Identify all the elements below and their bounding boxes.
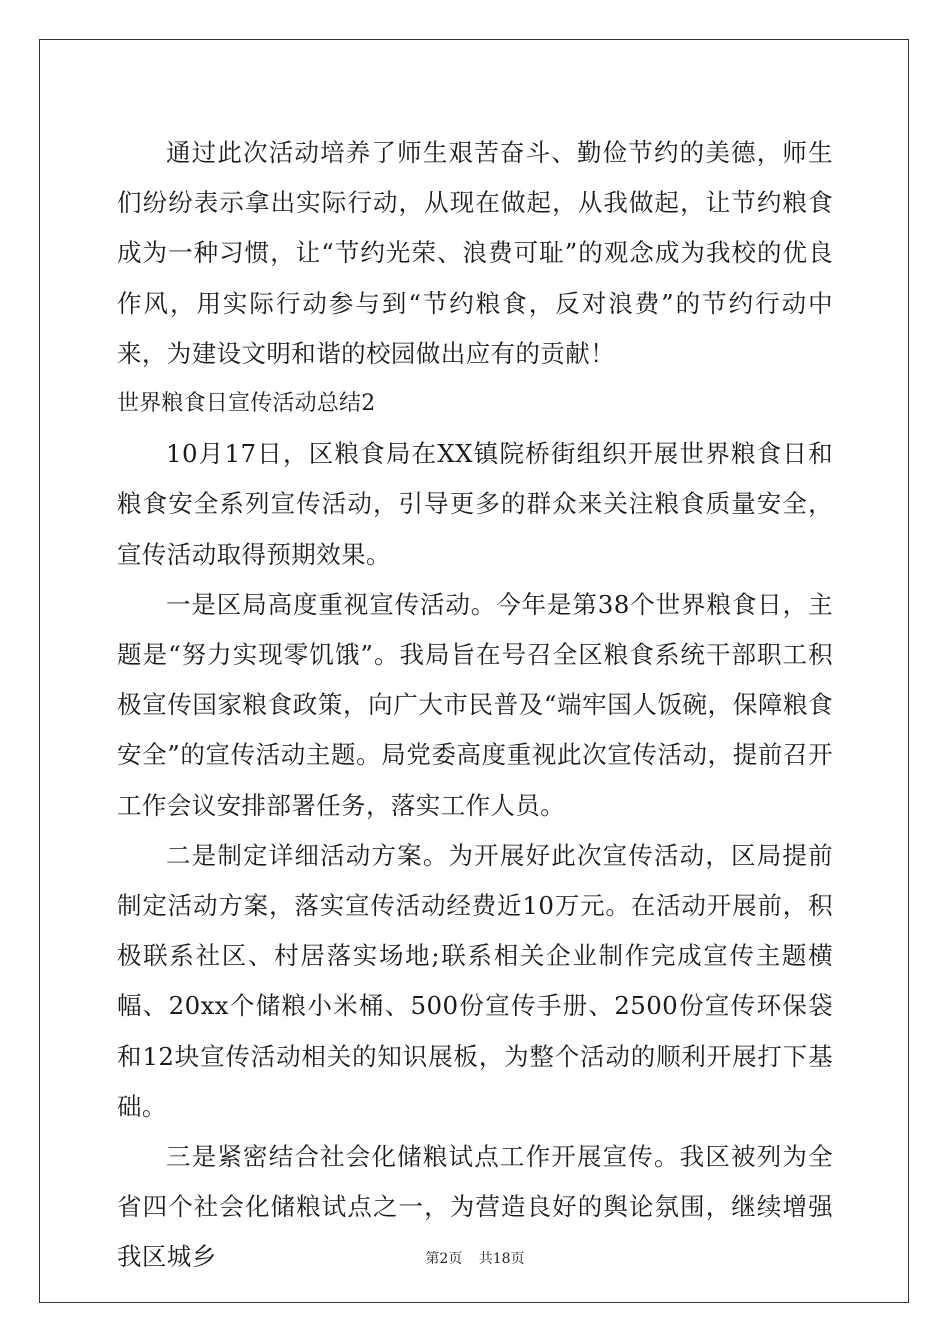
page-total: 共18页 <box>478 1251 525 1267</box>
paragraph-point-3: 三是紧密结合社会化储粮试点工作开展宣传。我区被列为全省四个社会化储粮试点之一，为营造良好的舆论氛围，继续增强我区城乡 <box>117 1142 833 1272</box>
paragraph-point-2: 二是制定详细活动方案。为开展好此次宣传活动，区局提前制定活动方案，落实宣传活动经费近10万元。在活动开展前，积极联系社区、村居落实场地;联系相关企业制作完成宣传主题横幅、20xx个储粮小米桶、500份宣传手册、2500份宣传环保袋和12块宣传活动相关的知识展板，为整个活动的顺利开展打下基础。 <box>117 840 833 1121</box>
paragraph-point-1: 一是区局高度重视宣传活动。今年是第38个世界粮食日，主题是“努力实现零饥饿”。我局旨在号召全区粮食系统干部职工积极宣传国家粮食政策，向广大市民普及“端牢国人饭碗，保障粮食安全”的宣传活动主题。局党委高度重视此次宣传活动，提前召开工作会议安排部署任务，落实工作人员。 <box>117 589 833 820</box>
paragraph-conclusion: 通过此次活动培养了师生艰苦奋斗、勤俭节约的美德，师生们纷纷表示拿出实际行动，从现在做起，从我做起，让节约粮食成为一种习惯，让“节约光荣、浪费可耻”的观念成为我校的优良作风，用实际行动参与到“节约粮食，反对浪费”的节约行动中来，为建设文明和谐的校园做出应有的贡献！ <box>117 138 833 368</box>
document-body <box>117 128 833 1283</box>
paragraph-intro: 10月17日，区粮食局在XX镇院桥街组织开展世界粮食日和粮食安全系列宣传活动，引导更多的群众来关注粮食质量安全，宣传活动取得预期效果。 <box>117 439 833 569</box>
page-number: 第2页 <box>425 1251 463 1267</box>
page-footer <box>0 1248 950 1268</box>
section-heading: 世界粮食日宣传活动总结2 <box>117 391 376 417</box>
